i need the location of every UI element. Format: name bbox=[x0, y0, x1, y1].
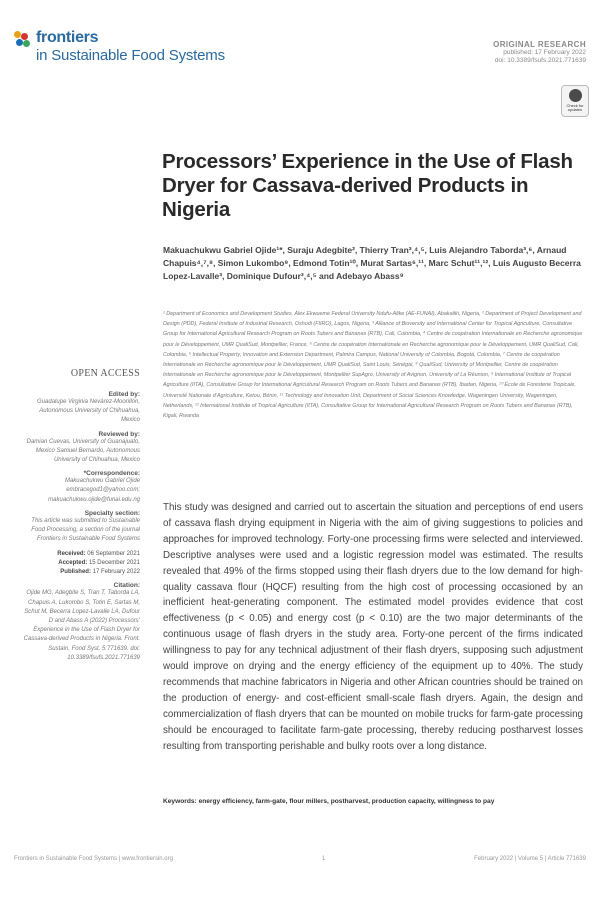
doi-link[interactable]: doi: 10.3389/fsufs.2021.771639 bbox=[494, 57, 586, 64]
logo-dot-green bbox=[23, 40, 30, 47]
affiliations: ¹ Department of Economics and Development Studies, Alex Ekwueme Federal University Ndufu-Alike (AE-FUNAI), Abakaliki, Nigeria, ² Department of Project Development and Design (PDD), Federal Institute of Industrial Research, Oshodi (FIIRO), Lagos, Nigeria, ³ Alliance of Bioversity and International Center for Tropical Agriculture, Consultative Group for International Agricultural Research Program on Roots Tubers and Bananas (RTB), Cali, Colombia, ⁴ Centre de coopération Internationale en Recherche agronomique pour le Développement, UMR QualiSud, Montpellier, France, ⁵ Centre de coopération Internationale en Recherche agronomique pour le Développement, UMR QualiSud, Cali, Colombia, ⁶ Intellectual Property, Innovation and Extension Department, Palmira Campus, National University of Colombia, Bogotá, Colombia, ⁷ Centre de coopération Internationale en Recherche agronomique pour le Développement, UMR QualiSud, Saint Louis, Sénégal, ⁸ QualiSud, University of Montpellier, Centre de coopération Internationale en Recherche agronomique pour le Développement, Montpellier SupAgro, University of Avignon, University of La Réunion, ⁹ International Institute of Tropical Agriculture (IITA), Consultative Group for International Agricultural Research Program on Roots Tubers and Bananas (RTB), Ibadan, Nigeria, ¹⁰ École de Foresterie Tropicale, Université Nationale d’Agriculture, Ketou, Bénin, ¹¹ Technology and Innovation Unit, Department of Social Sciences Knowledge, Wageningen University, Wageningen, Netherlands, ¹² International Institute of Tropical Agriculture (IITA), Consultative Group for International Agricultural Research Program on Roots Tubers and Bananas (RTB), Kigali, Rwanda bbox=[163, 311, 583, 420]
article-meta bbox=[493, 40, 586, 65]
citation-heading: Citation: bbox=[113, 582, 140, 590]
check-for-updates-button[interactable] bbox=[561, 85, 589, 117]
article-type: ORIGINAL RESEARCH bbox=[493, 40, 586, 49]
article-dates bbox=[20, 550, 140, 577]
logo-dot-yellow bbox=[14, 31, 21, 38]
article-sidebar bbox=[20, 368, 140, 663]
page-footer bbox=[14, 856, 586, 862]
citation-text: Ojide MG, Adegbite S, Tran T, Taborda LA, Chapuis A, Lukombo S, Totin E, Sartas M, Schut M, Becerra Lopez-Lavalle LA, Dufour D and Abass A (2022) Processors’ Experience in the Use of Flash Dryer for Cassava-derived Products in Nigeria. Front. Sustain. Food Syst. 5:771639. doi: 10.3389/fsufs.2021.771639 bbox=[23, 590, 140, 661]
published-date-sidebar: 17 February 2022 bbox=[92, 569, 140, 576]
footer-volume-info: February 2022 | Volume 5 | Article 771639 bbox=[474, 856, 586, 862]
received-label: Received: bbox=[57, 551, 86, 558]
accepted-label: Accepted: bbox=[58, 560, 88, 567]
specialty-info: This article was submitted to Sustainable Food Processing, a section of the journal Frontiers in Sustainable Food Systems bbox=[31, 517, 140, 543]
frontiers-logo-icon bbox=[14, 31, 32, 49]
accepted-date: 15 December 2021 bbox=[88, 560, 140, 567]
edited-by-heading: Edited by: bbox=[108, 391, 140, 398]
logo-dot-blue bbox=[16, 39, 23, 46]
keywords-label: Keywords: bbox=[163, 798, 197, 805]
published-date-row bbox=[20, 568, 140, 577]
abstract: This study was designed and carried out to ascertain the situation and perceptions of end users of cassava flash drying equipment in Nigeria with the aim of giving suggestions to policies and approaches for improved technology. Forty-one processing firms were selected and interviewed. Descriptive analyses were used and a logistic regression model was estimated. The results revealed that 49% of the firms stopped using their flash dryers due to the low demand for high-quality cassava flour (HQCF) resulting from the high cost of processing occasioned by an inefficient heat-generating component. The estimated model provides evidence that cost effectiveness (p < 0.05) and energy cost (p < 0.10) are the two major determinants of the continuous usage of flash dryers in the study area. Forty-one percent of the firms indicated willingness to pay for any technical adjustment of their flash dryers, supposing such adjustment would improve on drying and the energy efficiency of the equipment up to 40%. The study recommends that machine fabricators in Nigeria and other African countries should be trained on the production of energy- and cost-efficient small-scale flash dryers. Again, the design and commercialization of flash dryers that can be mounted on mobile trucks for farm-gate processing should be encouraged to facilitate farm-gate processing, thereby reducing postharvest losses resulting from transporting perishable and bulky roots over a long distance. bbox=[163, 502, 583, 752]
open-access-label: OPEN ACCESS bbox=[70, 368, 140, 379]
accepted-date-row bbox=[20, 559, 140, 568]
editor-info: Guadalupe Virginia Nevárez-Moorillón, Autonomous University of Chihuahua, Mexico bbox=[37, 399, 140, 424]
reviewer-info: Damian Cuevas, University of Guanajuato, Mexico Samuel Bernardo, Autonomous University of Chihuahua, Mexico bbox=[26, 438, 140, 464]
journal-brand: frontiers bbox=[36, 29, 99, 46]
logo-dot-red bbox=[21, 33, 28, 40]
journal-logo[interactable] bbox=[14, 30, 225, 63]
reviewed-by-heading: Reviewed by: bbox=[98, 430, 140, 438]
page-number: 1 bbox=[321, 856, 326, 862]
updates-icon bbox=[569, 89, 582, 102]
updates-label: Check for updates bbox=[566, 103, 584, 112]
specialty-heading: Specialty section: bbox=[84, 509, 140, 517]
received-date: 06 September 2021 bbox=[87, 551, 140, 558]
correspondence-heading: *Correspondence: bbox=[83, 470, 140, 478]
author-list: Makuachukwu Gabriel Ojide¹*, Suraju Adegbite², Thierry Tran³,⁴,⁵, Luis Alejandro Taborda³,⁶, Arnaud Chapuis⁴,⁷,⁸, Simon Lukombo⁹, Edmond Totin¹⁰, Murat Sartas⁶,¹¹, Marc Schut¹¹,¹², Luis Augusto Becerra Lopez-Lavalle³, Dominique Dufour³,⁴,⁵ and Adebayo Abass⁹ bbox=[163, 245, 581, 282]
received-date-row bbox=[20, 550, 140, 559]
journal-name: in Sustainable Food Systems bbox=[36, 47, 225, 64]
article-title: Processors’ Experience in the Use of Flash Dryer for Cassava-derived Products in Nigeria bbox=[162, 150, 573, 221]
published-date: published: 17 February 2022 bbox=[503, 49, 586, 56]
correspondence-info[interactable]: Makuachukwu Gabriel Ojide embracegod1@yahoo.com; makuachukwu.ojide@funai.edu.ng bbox=[48, 478, 140, 503]
keywords-list: energy efficiency, farm-gate, flour millers, postharvest, production capacity, willingness to pay bbox=[198, 798, 495, 805]
footer-journal-link[interactable]: Frontiers in Sustainable Food Systems | www.frontiersin.org bbox=[14, 856, 173, 862]
keywords bbox=[163, 798, 583, 805]
published-label: Published: bbox=[60, 569, 91, 576]
